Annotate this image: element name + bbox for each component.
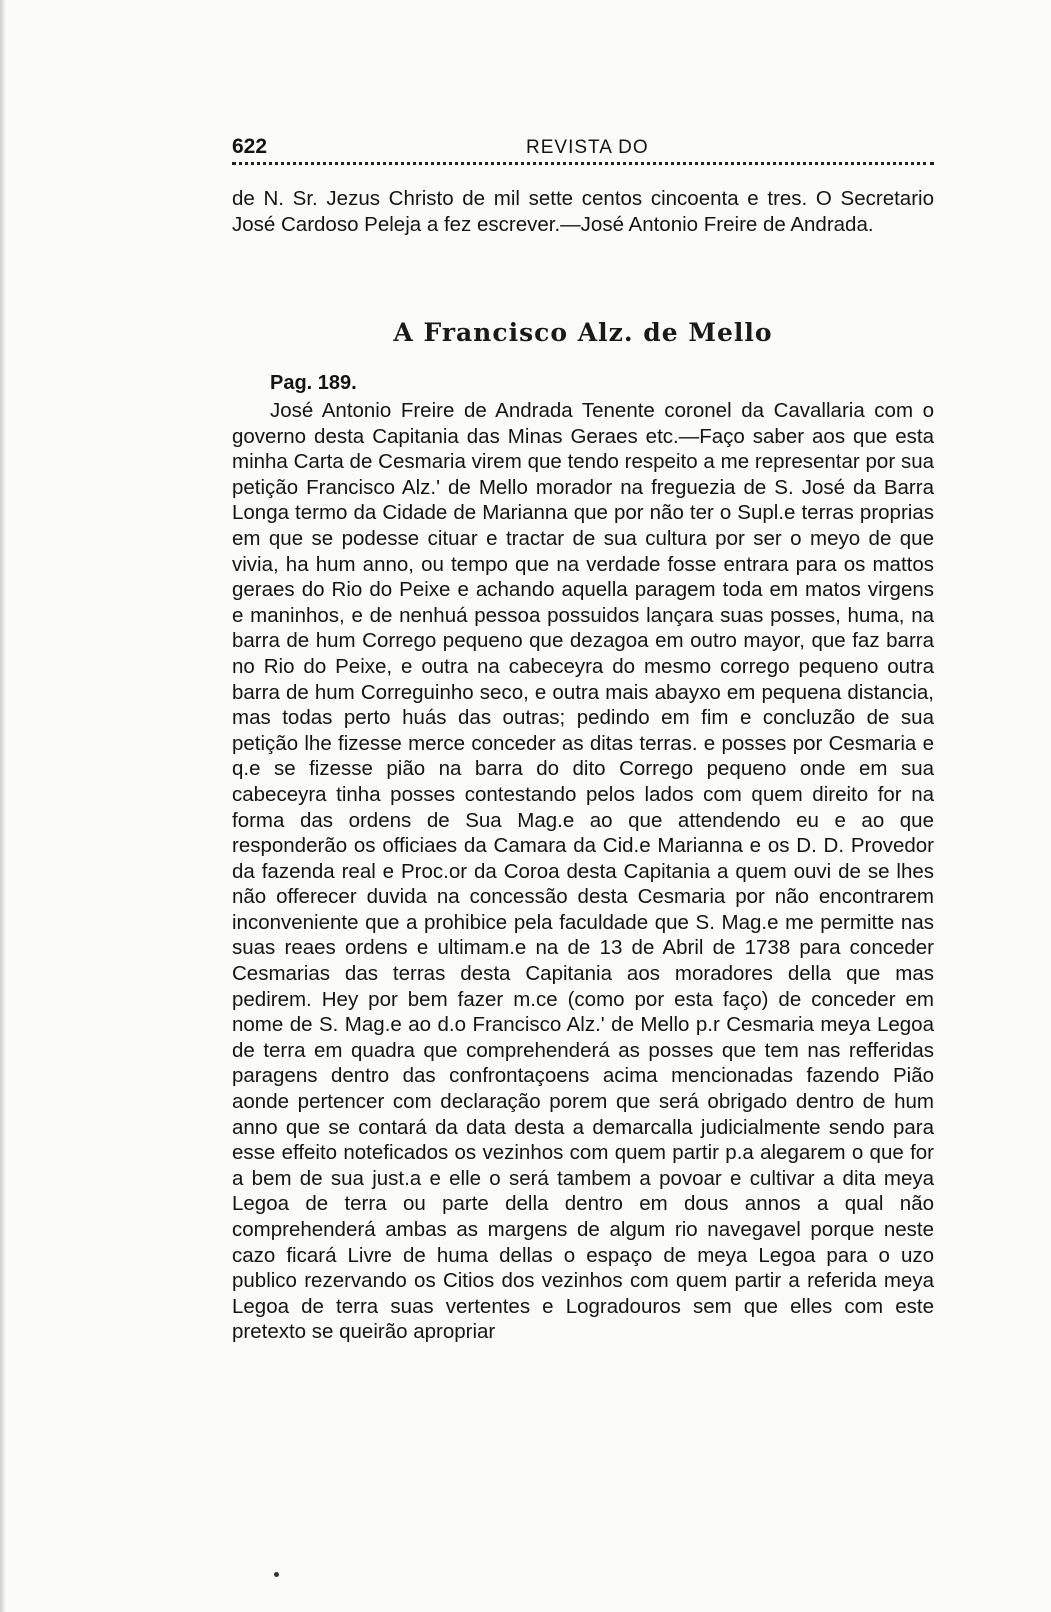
- section-heading: A Francisco Alz. de Mello: [393, 318, 773, 347]
- page-edge-shadow: [0, 0, 6, 1612]
- running-header: [232, 135, 934, 165]
- intro-paragraph: de N. Sr. Jezus Christo de mil sette centos cincoenta e tres. O Secretario José Cardoso Peleja a fez escrever.—José Antonio Freire de Andrada.: [232, 187, 934, 236]
- page-number: 622: [232, 135, 268, 158]
- page-reference: Pag. 189.: [270, 372, 357, 394]
- ink-speck: [274, 1572, 279, 1577]
- main-paragraph: José Antonio Freire de Andrada Tenente coronel da Cavallaria com o governo desta Capitania das Minas Geraes etc.—Faço saber aos que esta minha Carta de Cesmaria virem que tendo respeito a me representar por sua petição Francisco Alz.' de Mello morador na freguezia de S. José da Barra Longa termo da Cidade de Marianna que por não ter o Supl.e terras proprias em que se podesse cituar e tractar de sua cultura por ser o meyo de que vivia, ha hum anno, ou tempo que na verdade fosse entrara para os mattos geraes do Rio do Peixe e achando aquella paragem toda em matos virgens e maninhos, e de nenhuá pessoa possuidos lançara suas posses, huma, na barra de hum Corrego pequeno que dezagoa em outro mayor, que faz barra no Rio do Peixe, e outra na cabeceyra do mesmo corrego pequeno outra barra de hum Correguinho seco, e outra mais abayxo em pequena distancia, mas todas perto huás das outras; pedindo em fim e concluzão de sua petição lhe fizesse merce conceder as ditas terras. e posses por Cesmaria e q.e se fizesse pião na barra do dito Corrego pequeno onde em sua cabeceyra tinha posses contestando pelos lados com quem direito for na forma das ordens de Sua Mag.e ao que attendendo eu e ao que responderão os officiaes da Camara da Cid.e Marianna e os D. D. Provedor da fazenda real e Proc.or da Coroa desta Capitania a quem ouvi de se lhes não offerecer duvida na concessão desta Cesmaria por não encontrarem inconveniente que a prohibice pela faculdade que S. Mag.e me permitte nas suas reaes ordens e ultimam.e na de 13 de Abril de 1738 para conceder Cesmarias das terras desta Capitania aos moradores della que mas pedirem. Hey por bem fazer m.ce (como por esta faço) de conceder em nome de S. Mag.e ao d.o Francisco Alz.' de Mello p.r Cesmaria meya Legoa de terra em quadra que comprehenderá as posses que tem nas refferidas paragens dentro das confrontaçoens acima mencionadas fazendo Pião aonde pertencer com declaração porem que será obrigado dentro de hum anno que se contará da data desta a demarcalla judicialmente sendo para esse effeito noteficados os vezinhos com quem partir p.a alegarem o que for a bem de sua just.a e elle o será tambem a povoar e cultivar a dita meya Legoa de terra ou parte della dentro em dous annos a qual não comprehenderá ambas as margens de algum rio navegavel porque neste cazo ficará Livre de huma dellas o espaço de meya Legoa para o uzo publico rezervando os Citios dos vezinhos com quem partir a referida meya Legoa de terra suas vertentes e Logradouros sem que elles com este pretexto se queirão apropriar: [232, 399, 934, 1344]
- header-rule: [232, 162, 934, 165]
- running-title: REVISTA DO: [526, 137, 649, 158]
